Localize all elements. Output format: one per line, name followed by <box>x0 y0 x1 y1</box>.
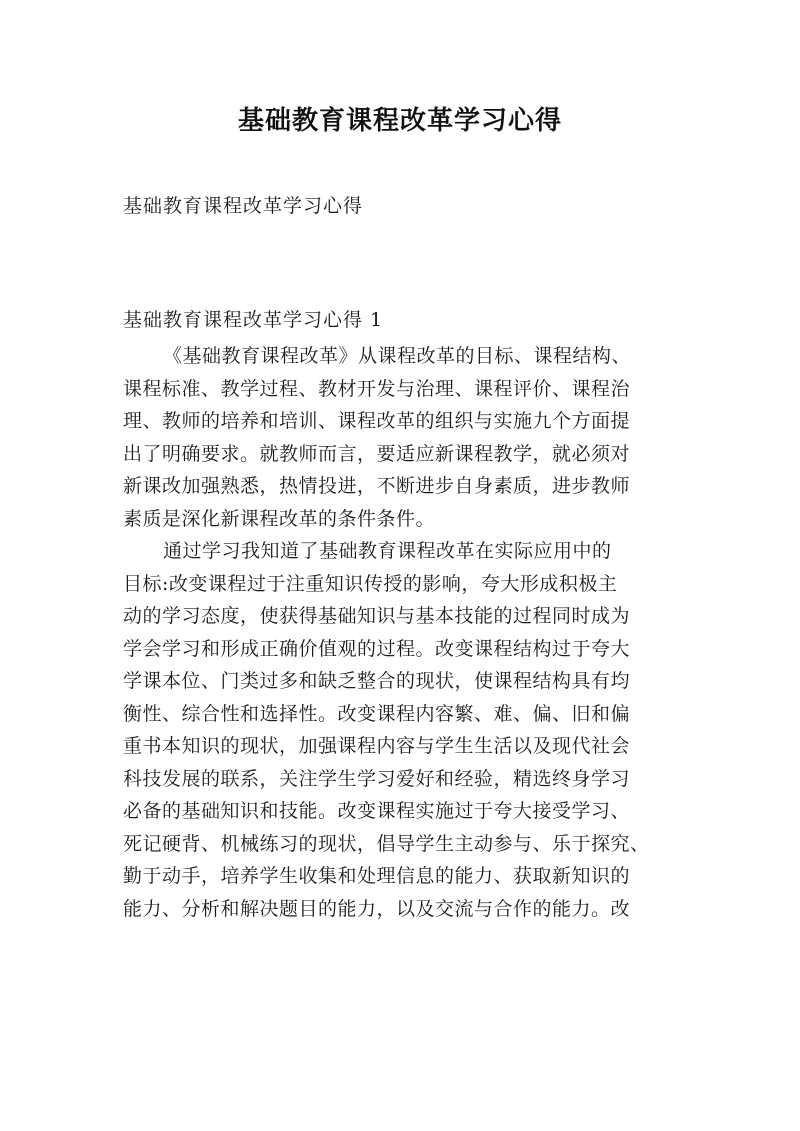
text-line: 死记硬背、机械练习的现状，倡导学生主动参与、乐于探究、 <box>123 832 650 855</box>
text-line: 动的学习态度，使获得基础知识与基本技能的过程同时成为 <box>123 605 631 627</box>
document-title: 基础教育课程改革学习心得 <box>237 106 562 136</box>
document-subtitle: 基础教育课程改革学习心得 <box>123 195 364 217</box>
text-line: 理、教师的培养和培训、课程改革的组织与实施九个方面提 <box>123 410 631 432</box>
text-line: 《基础教育课程改革》从课程改革的目标、课程结构、 <box>163 345 632 367</box>
text-line: 勤于动手，培养学生收集和处理信息的能力、获取新知识的 <box>123 865 631 887</box>
text-line: 科技发展的联系，关注学生学习爱好和经验，精选终身学习 <box>123 767 631 790</box>
paragraph-1 <box>123 340 679 535</box>
text-line: 衡性、综合性和选择性。改变课程内容繁、难、偏、旧和偏 <box>123 702 631 725</box>
text-line: 通过学习我知道了基础教育课程改革在实际应用中的 <box>163 540 612 562</box>
body-text <box>123 340 679 925</box>
text-line: 新课改加强熟悉，热情投进，不断进步自身素质，进步教师 <box>123 475 631 497</box>
text-line: 出了明确要求。就教师而言，要适应新课程教学，就必须对 <box>123 442 631 465</box>
text-line: 能力、分析和解决题目的能力，以及交流与合作的能力。改 <box>123 897 631 920</box>
text-line: 必备的基础知识和技能。改变课程实施过于夸大接受学习、 <box>123 800 631 822</box>
text-line: 素质是深化新课程改革的条件条件。 <box>123 507 436 530</box>
text-line: 学课本位、门类过多和缺乏整合的现状，使课程结构具有均 <box>123 670 631 692</box>
text-line: 学会学习和形成正确价值观的过程。改变课程结构过于夸大 <box>123 637 631 660</box>
text-line: 目标:改变课程过于注重知识传授的影响，夸大形成积极主 <box>123 572 618 595</box>
text-line: 课程标准、教学过程、教材开发与治理、课程评价、课程治 <box>123 377 631 400</box>
paragraph-2 <box>123 535 679 925</box>
section-heading: 基础教育课程改革学习心得 1 <box>123 309 384 331</box>
text-line: 重书本知识的现状，加强课程内容与学生生活以及现代社会 <box>123 735 631 757</box>
